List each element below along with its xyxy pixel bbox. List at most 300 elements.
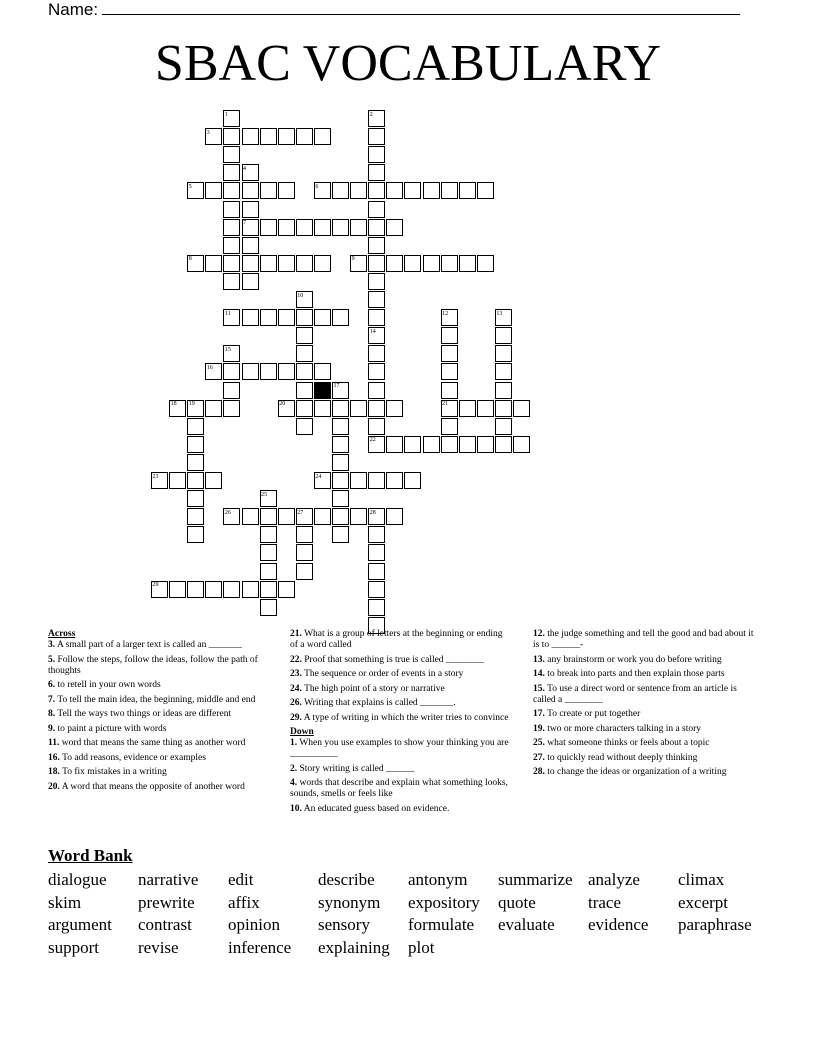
crossword-cell[interactable] (350, 182, 367, 199)
crossword-cell[interactable] (223, 219, 240, 236)
crossword-cell[interactable] (368, 164, 385, 181)
crossword-cell[interactable] (441, 345, 458, 362)
crossword-cell[interactable] (368, 544, 385, 561)
crossword-cell[interactable] (368, 472, 385, 489)
word-bank-item: paraphrase (678, 915, 752, 935)
clue-number-label: 29. (290, 712, 302, 723)
clue-number: 2 (369, 111, 373, 118)
clue (290, 764, 512, 775)
crossword-cell[interactable] (187, 454, 204, 471)
crossword-cell[interactable] (441, 327, 458, 344)
crossword-cell[interactable] (459, 400, 476, 417)
page-title: SBAC VOCABULARY (154, 35, 662, 92)
clue-text: Follow the steps, follow the ideas, follow the path of thoughts (48, 654, 258, 676)
crossword-cell[interactable] (223, 201, 240, 218)
crossword-cell[interactable] (223, 382, 240, 399)
clue-number-label: 5. (48, 654, 56, 665)
crossword-cell[interactable] (368, 219, 385, 236)
crossword-cell[interactable] (314, 309, 331, 326)
crossword-cell[interactable] (441, 382, 458, 399)
crossword-cell[interactable] (296, 526, 313, 543)
crossword-cell[interactable] (223, 581, 240, 598)
crossword-cell[interactable] (169, 472, 186, 489)
clue-text: The sequence or order of events in a story (301, 669, 464, 679)
clue-number: 22 (369, 437, 376, 444)
clue-number-label: 21. (290, 629, 302, 639)
clue (533, 738, 761, 749)
crossword-cell[interactable] (368, 418, 385, 435)
clue (48, 724, 270, 735)
clue (48, 709, 270, 720)
word-bank-item: skim (48, 892, 82, 912)
crossword-cell[interactable] (187, 490, 204, 507)
crossword-cell[interactable] (368, 128, 385, 145)
clue-number: 15 (224, 346, 231, 353)
crossword-cell[interactable] (368, 255, 385, 272)
crossword-cell[interactable] (332, 490, 349, 507)
clue-number-label: 9. (48, 723, 56, 734)
clue-text: what someone thinks or feels about a topic (544, 738, 710, 748)
clue-number-label: 23. (290, 669, 302, 679)
clue (533, 655, 761, 666)
crossword-cell[interactable] (205, 255, 222, 272)
clue (48, 695, 270, 706)
crossword-cell[interactable] (386, 255, 403, 272)
clue-number: 1 (224, 111, 228, 118)
word-bank-item: synonym (318, 892, 381, 912)
crossword-cell[interactable] (495, 345, 512, 362)
crossword-cell[interactable] (368, 526, 385, 543)
crossword-cell[interactable] (404, 255, 421, 272)
clue-number-label: 12. (533, 629, 545, 639)
clue (533, 629, 761, 651)
clue-text: word that means the same thing as another word (59, 738, 246, 748)
clue-number-label: 24. (290, 683, 302, 694)
crossword-cell[interactable] (296, 345, 313, 362)
clue-number: 18 (170, 401, 177, 408)
crossword-cell[interactable] (260, 182, 277, 199)
crossword-cell[interactable] (296, 382, 313, 399)
word-bank-item: sensory (318, 915, 370, 935)
crossword-cell[interactable] (242, 237, 259, 254)
crossword-cell[interactable] (169, 581, 186, 598)
clue-number-label: 16. (48, 752, 60, 763)
crossword-cell[interactable] (260, 526, 277, 543)
crossword-cell[interactable] (368, 146, 385, 163)
crossword-cell[interactable] (205, 581, 222, 598)
word-bank-item: evaluate (498, 915, 555, 935)
crossword-cell[interactable] (386, 219, 403, 236)
crossword-cell[interactable] (441, 418, 458, 435)
crossword-cell[interactable] (278, 255, 295, 272)
crossword-cell[interactable] (296, 219, 313, 236)
clue (290, 738, 512, 760)
crossword-cell[interactable] (278, 128, 295, 145)
name-label: Name: (48, 0, 99, 19)
clue (290, 669, 512, 680)
crossword-cell[interactable] (441, 436, 458, 453)
crossword-cell[interactable] (296, 363, 313, 380)
crossword-cell[interactable] (223, 182, 240, 199)
clue-number: 19 (188, 401, 195, 408)
word-bank-item: support (48, 938, 99, 958)
crossword-cell[interactable] (495, 400, 512, 417)
clue-number-label: 27. (533, 752, 545, 763)
clue-text: A word that means the opposite of another word (59, 781, 245, 792)
crossword-cell[interactable] (260, 544, 277, 561)
crossword-cell[interactable] (187, 581, 204, 598)
clue-number: 4 (243, 165, 246, 172)
clue-text: The high point of a story or narrative (301, 683, 445, 694)
clue-number-label: 28. (533, 767, 545, 777)
down-heading: Down (290, 727, 314, 737)
crossword-cell[interactable] (404, 472, 421, 489)
clue-number: 8 (188, 256, 192, 263)
crossword-cell[interactable] (260, 599, 277, 616)
crossword-cell[interactable] (404, 436, 421, 453)
crossword-cell[interactable] (223, 400, 240, 417)
clue-number: 25 (261, 491, 268, 498)
crossword-cell[interactable] (477, 436, 494, 453)
crossword-cell[interactable] (386, 508, 403, 525)
clue-number-label: 3. (48, 640, 56, 650)
clue-text: the judge something and tell the good and bad about it is to ______- (533, 629, 754, 650)
crossword-cell[interactable] (187, 526, 204, 543)
crossword-cell[interactable] (459, 436, 476, 453)
clue-text: What is a group of letters at the beginning or ending of a word called (290, 629, 503, 650)
clue-number: 11 (224, 310, 231, 317)
clue-text: To create or put together (544, 709, 641, 719)
clue-number: 13 (496, 310, 503, 317)
clue-number-label: 13. (533, 654, 545, 665)
crossword-cell[interactable] (223, 237, 240, 254)
crossword-cell[interactable] (278, 309, 295, 326)
clue-text: A type of writing in which the writer tries to convince (301, 712, 509, 723)
crossword-cell[interactable] (423, 255, 440, 272)
word-bank-title: Word Bank (48, 846, 133, 865)
word-bank (48, 869, 788, 960)
crossword-cell[interactable] (495, 436, 512, 453)
clue-text: to break into parts and then explain those parts (544, 669, 725, 679)
crossword-cell[interactable] (368, 599, 385, 616)
word-bank-item: inference (228, 938, 292, 958)
word-bank-item: describe (318, 870, 375, 889)
clue-number: 3 (206, 129, 210, 136)
crossword-cell[interactable] (368, 345, 385, 362)
crossword-cell[interactable] (368, 309, 385, 326)
crossword-cell[interactable] (441, 182, 458, 199)
crossword-cell[interactable] (296, 418, 313, 435)
clue-number-label: 8. (48, 709, 56, 719)
word-bank-item: analyze (588, 870, 640, 889)
crossword-cell[interactable] (223, 255, 240, 272)
crossword-cell[interactable] (368, 237, 385, 254)
crossword-cell[interactable] (296, 255, 313, 272)
clue-text: any brainstorm or work you do before writing (544, 654, 722, 665)
crossword-cell[interactable] (223, 164, 240, 181)
clue-number: 7 (243, 220, 246, 227)
crossword-cell[interactable] (441, 363, 458, 380)
crossword-cell[interactable] (368, 363, 385, 380)
crossword-cell[interactable] (260, 563, 277, 580)
clue-text: To fix mistakes in a writing (59, 767, 167, 777)
crossword-cell[interactable] (278, 363, 295, 380)
word-bank-item: plot (408, 938, 435, 958)
crossword-cell[interactable] (350, 219, 367, 236)
crossword-cell[interactable] (314, 255, 331, 272)
word-bank-item: evidence (588, 915, 649, 935)
crossword-cell[interactable] (296, 400, 313, 417)
crossword-cell[interactable] (368, 382, 385, 399)
word-bank-item: explaining (318, 938, 390, 958)
crossword-cell[interactable] (513, 400, 530, 417)
clue (48, 655, 270, 677)
across-heading: Across (48, 629, 76, 639)
crossword-cell[interactable] (332, 418, 349, 435)
clue-text: Writing that explains is called _______. (301, 698, 456, 708)
crossword-cell[interactable] (223, 146, 240, 163)
crossword-cell[interactable] (350, 508, 367, 525)
crossword-cell[interactable] (350, 400, 367, 417)
clue-text: to change the ideas or organization of a writing (544, 767, 727, 777)
shaded-cell (314, 382, 331, 399)
crossword-cell[interactable] (260, 255, 277, 272)
word-bank-item: summarize (498, 870, 573, 889)
crossword-cell[interactable] (296, 544, 313, 561)
word-bank-item: antonym (408, 870, 468, 889)
clue (533, 724, 761, 735)
crossword-cell[interactable] (495, 382, 512, 399)
word-bank-item: excerpt (678, 892, 729, 912)
clue-text: To add reasons, evidence or examples (59, 752, 206, 763)
crossword-cell[interactable] (260, 128, 277, 145)
clue-number-label: 22. (290, 654, 302, 665)
clue (290, 655, 512, 666)
clue (290, 713, 512, 724)
clue (290, 629, 512, 651)
clue-number-label: 10. (290, 803, 302, 814)
crossword-cell[interactable] (332, 472, 349, 489)
clue-number: 21 (442, 401, 449, 408)
clue-number: 6 (315, 183, 319, 190)
crossword-cell[interactable] (368, 273, 385, 290)
crossword-cell[interactable] (242, 581, 259, 598)
crossword-cell[interactable] (386, 472, 403, 489)
crossword-cell[interactable] (332, 309, 349, 326)
clue-text: An educated guess based on evidence. (301, 803, 450, 814)
clue (48, 782, 270, 793)
clue-number: 16 (206, 364, 213, 371)
crossword-cell[interactable] (477, 400, 494, 417)
clue-text: Story writing is called ______ (297, 763, 415, 774)
clue-number: 27 (297, 509, 304, 516)
clue (533, 684, 761, 706)
clue-number-label: 11. (48, 738, 60, 748)
crossword-cell[interactable] (260, 508, 277, 525)
clue-number-label: 2. (290, 763, 298, 774)
clue-number-label: 6. (48, 680, 56, 690)
crossword-cell[interactable] (386, 436, 403, 453)
crossword-cell[interactable] (513, 436, 530, 453)
crossword-cell[interactable] (368, 581, 385, 598)
crossword-cell[interactable] (314, 219, 331, 236)
word-bank-item: dialogue (48, 870, 107, 889)
crossword-cell[interactable] (332, 400, 349, 417)
crossword-cell[interactable] (223, 363, 240, 380)
clue (290, 684, 512, 695)
crossword-cell[interactable] (278, 182, 295, 199)
crossword-cell[interactable] (332, 526, 349, 543)
clue-number: 10 (297, 292, 304, 299)
clue (48, 738, 270, 749)
clue-number-label: 17. (533, 709, 545, 719)
clue-text: Proof that something is true is called ________ (301, 654, 484, 665)
clue-number-label: 7. (48, 694, 56, 705)
clue-text: When you use examples to show your thinking you are __________ (290, 738, 509, 759)
crossword-cell[interactable] (296, 309, 313, 326)
crossword-cell[interactable] (242, 182, 259, 199)
word-bank-item: expository (408, 892, 480, 912)
crossword-cell[interactable] (332, 182, 349, 199)
word-bank-item: contrast (138, 915, 192, 935)
crossword-cell[interactable] (314, 128, 331, 145)
crossword-cell[interactable] (242, 363, 259, 380)
crossword-cell[interactable] (242, 309, 259, 326)
clue-number: 24 (315, 473, 322, 480)
crossword-cell[interactable] (368, 182, 385, 199)
word-bank-item: revise (138, 938, 179, 958)
word-bank-item: trace (588, 892, 622, 912)
clue-number: 12 (442, 310, 449, 317)
crossword-cell[interactable] (187, 436, 204, 453)
clue-number-label: 19. (533, 723, 545, 734)
crossword-cell[interactable] (223, 128, 240, 145)
clue-text: words that describe and explain what something looks, sounds, smells or feels like (290, 778, 508, 799)
crossword-cell[interactable] (242, 128, 259, 145)
crossword-cell[interactable] (314, 400, 331, 417)
word-bank-item: opinion (228, 915, 280, 935)
crossword-cell[interactable] (368, 400, 385, 417)
crossword-cell[interactable] (296, 327, 313, 344)
clue (533, 709, 761, 720)
crossword-cell[interactable] (278, 219, 295, 236)
crossword-cell[interactable] (314, 363, 331, 380)
crossword-cell[interactable] (332, 436, 349, 453)
crossword-cell[interactable] (350, 472, 367, 489)
crossword-cell[interactable] (314, 508, 331, 525)
clues-column-1 (48, 629, 270, 796)
clue (48, 767, 270, 778)
crossword-cell[interactable] (205, 472, 222, 489)
crossword-cell[interactable] (368, 291, 385, 308)
crossword-cell[interactable] (260, 363, 277, 380)
word-bank-item: narrative (138, 870, 199, 889)
crossword-cell[interactable] (495, 327, 512, 344)
crossword-cell[interactable] (495, 418, 512, 435)
clue-number: 26 (224, 509, 231, 516)
word-bank-item: affix (228, 892, 260, 912)
crossword-cell[interactable] (205, 182, 222, 199)
clue-text: to quickly read without deeply thinking (544, 752, 698, 763)
clue-text: to paint a picture with words (55, 723, 167, 734)
crossword-cell[interactable] (332, 454, 349, 471)
word-bank-item: climax (678, 870, 725, 889)
crossword-cell[interactable] (242, 201, 259, 218)
clue-number-label: 25. (533, 738, 545, 748)
clue-number: 14 (369, 328, 376, 335)
crossword-cell[interactable] (423, 436, 440, 453)
crossword-cell[interactable] (459, 255, 476, 272)
clue (290, 778, 512, 800)
crossword-cell[interactable] (386, 400, 403, 417)
clue-text: Tell the ways two things or ideas are different (55, 709, 232, 719)
crossword-cell[interactable] (386, 182, 403, 199)
clue-number-label: 20. (48, 781, 60, 792)
word-bank-item: edit (228, 870, 254, 889)
clue-number: 23 (152, 473, 159, 480)
crossword-cell[interactable] (260, 309, 277, 326)
crossword-cell[interactable] (242, 273, 259, 290)
clues-column-3 (533, 629, 761, 782)
crossword-cell[interactable] (260, 219, 277, 236)
crossword-cell[interactable] (187, 418, 204, 435)
clue-number-label: 14. (533, 669, 545, 679)
clue-text: To use a direct word or sentence from an article is called a ________ (533, 683, 737, 705)
clue (290, 804, 512, 815)
clue-number-label: 18. (48, 767, 60, 777)
crossword-cell[interactable] (260, 581, 277, 598)
clue-text: two or more characters talking in a story (544, 723, 702, 734)
crossword-cell[interactable] (368, 201, 385, 218)
clue-number: 5 (188, 183, 192, 190)
word-bank-item: argument (48, 915, 112, 935)
crossword-cell[interactable] (477, 255, 494, 272)
crossword-cell[interactable] (477, 182, 494, 199)
clue (533, 753, 761, 764)
clue-number: 28 (369, 509, 376, 516)
clues-column-2 (290, 629, 512, 818)
crossword-cell[interactable] (278, 508, 295, 525)
crossword-cell[interactable] (441, 255, 458, 272)
crossword-cell[interactable] (459, 182, 476, 199)
crossword-cell[interactable] (495, 363, 512, 380)
crossword-cell[interactable] (332, 508, 349, 525)
clue-text: To tell the main idea, the beginning, middle and end (55, 694, 256, 705)
crossword-cell[interactable] (205, 400, 222, 417)
word-bank-item: formulate (408, 915, 475, 935)
crossword-cell[interactable] (242, 508, 259, 525)
crossword-cell[interactable] (223, 273, 240, 290)
crossword-cell[interactable] (187, 508, 204, 525)
clue-number: 20 (279, 401, 286, 408)
crossword-cell[interactable] (404, 182, 421, 199)
word-bank-item: quote (498, 892, 536, 912)
crossword-cell[interactable] (296, 128, 313, 145)
crossword-cell[interactable] (296, 563, 313, 580)
crossword-cell[interactable] (332, 219, 349, 236)
clue-number-label: 15. (533, 683, 545, 694)
crossword-cell[interactable] (368, 563, 385, 580)
clue-number: 9 (351, 256, 355, 263)
crossword-cell[interactable] (278, 581, 295, 598)
clue-number: 29 (152, 582, 159, 589)
crossword-cell[interactable] (242, 255, 259, 272)
word-bank-item: prewrite (138, 892, 195, 912)
crossword-cell[interactable] (187, 472, 204, 489)
crossword-cell[interactable] (423, 182, 440, 199)
clue-number-label: 4. (290, 778, 298, 788)
clue-number-label: 26. (290, 698, 302, 708)
